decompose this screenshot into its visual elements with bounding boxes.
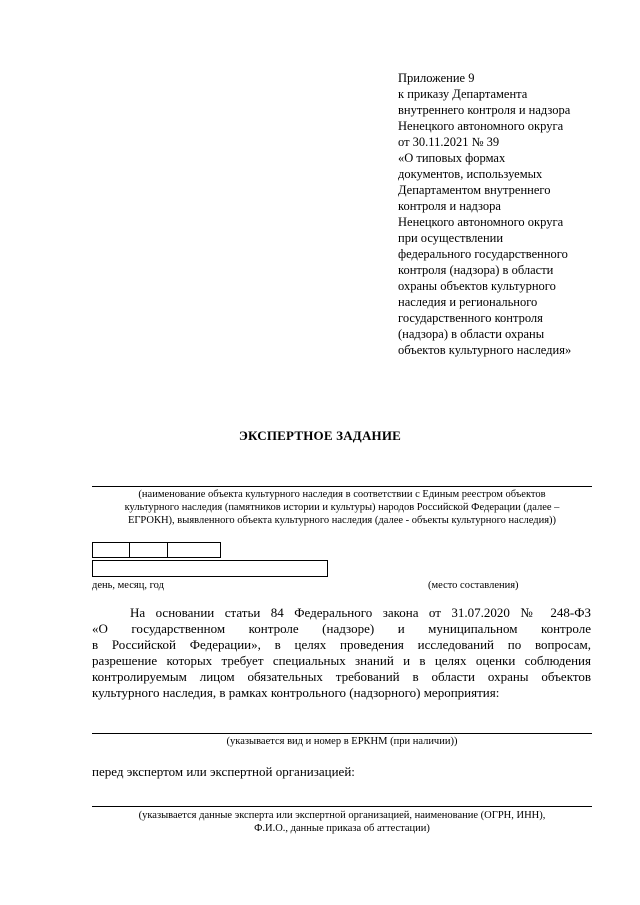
paragraph-line: На основании статьи 84 Федерального закона от 31.07.2020 № 248-ФЗ	[130, 605, 591, 620]
date-cells	[92, 542, 221, 558]
appendix-line: наследия и регионального	[398, 295, 538, 309]
appendix-line: Ненецкого автономного округа	[398, 119, 564, 133]
date-input-box[interactable]	[92, 560, 328, 577]
place-label: (место составления)	[428, 580, 519, 591]
date-cell-year[interactable]	[167, 542, 221, 558]
appendix-line: к приказу Департамента	[398, 87, 528, 101]
expert-caption: (указывается данные эксперта или экспертной организацией, наименование (ОГРН, ИНН), Ф.И.О., данные приказа об аттестации)	[138, 810, 546, 834]
document-title: ЭКСПЕРТНОЕ ЗАДАНИЕ	[238, 428, 402, 443]
appendix-line: внутреннего контроля и надзора	[398, 103, 571, 117]
appendix-line: от 30.11.2021 № 39	[398, 135, 500, 149]
basis-paragraph	[92, 605, 591, 701]
paragraph-line: культурного наследия, в рамках контрольного (надзорного) мероприятия:	[92, 685, 500, 700]
appendix-line: государственного контроля	[398, 311, 543, 325]
object-name-line[interactable]	[92, 486, 592, 487]
paragraph-line: в Российской Федерации», в целях проведения исследований по вопросам,	[92, 637, 591, 652]
appendix-line: федерального государственного	[398, 247, 568, 261]
appendix-line: при осуществлении	[398, 231, 504, 245]
appendix-line: документов, используемых	[398, 167, 543, 181]
appendix-line: Департаментом внутреннего	[398, 183, 551, 197]
ercnm-caption: (указывается вид и номер в ЕРКНМ (при наличии))	[226, 736, 458, 747]
date-label: день, месяц, год	[92, 580, 164, 591]
paragraph-line: «О государственном контроле (надзоре) и муниципальном контроле	[92, 621, 591, 636]
appendix-line: Приложение 9	[398, 71, 475, 85]
date-cell-month[interactable]	[129, 542, 167, 558]
date-cell-day[interactable]	[92, 542, 129, 558]
appendix-line: контроля (надзора) в области	[398, 263, 554, 277]
appendix-block	[398, 70, 598, 358]
appendix-line: объектов культурного наследия»	[398, 343, 572, 357]
appendix-line: контроля и надзора	[398, 199, 501, 213]
appendix-line: «О типовых формах	[398, 151, 506, 165]
expert-line-text: перед экспертом или экспертной организацией:	[92, 764, 355, 779]
expert-data-line[interactable]	[92, 806, 592, 807]
object-name-caption: (наименование объекта культурного наследия в соответствии с Единым реестром объектов культурного наследия (памятников истории и культуры) народов Российской Федерации (далее – ЕГРОКН), выявленного объекта культурного наследия (далее - объекты культурного наследия))	[124, 489, 560, 526]
paragraph-line: контролируемым лицом обязательных требований в области охраны объектов	[92, 669, 591, 684]
ercnm-line[interactable]	[92, 733, 592, 734]
paragraph-line: разрешение которых требует специальных знаний и в целях оценки соблюдения	[92, 653, 591, 668]
appendix-line: (надзора) в области охраны	[398, 327, 545, 341]
appendix-line: Ненецкого автономного округа	[398, 215, 564, 229]
appendix-line: охраны объектов культурного	[398, 279, 556, 293]
